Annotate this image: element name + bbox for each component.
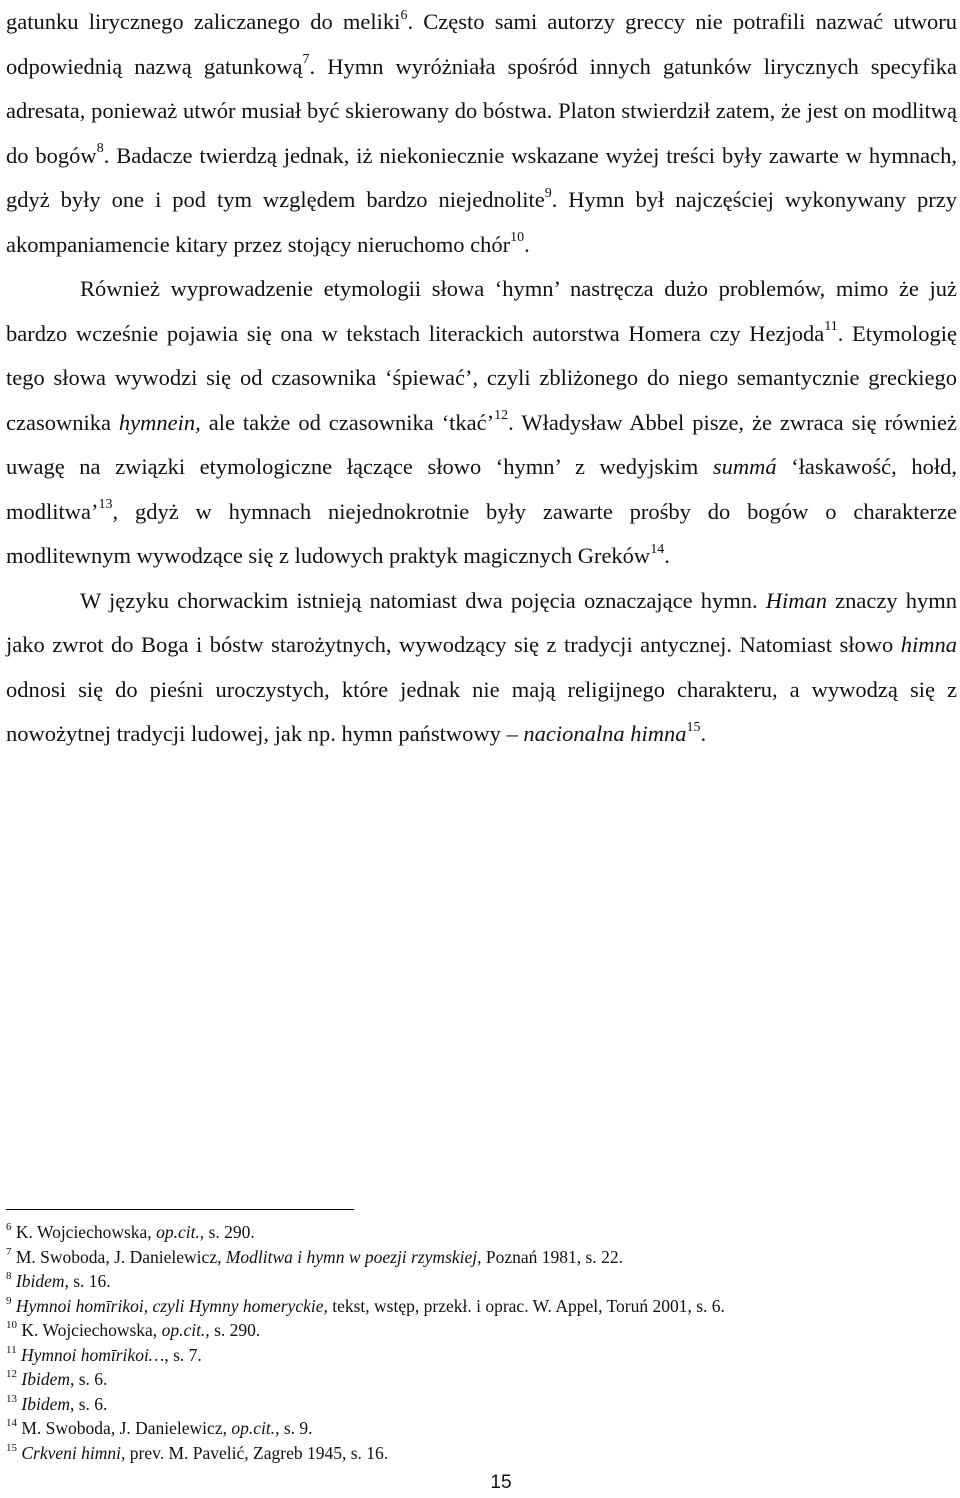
text-run: . (524, 231, 530, 257)
footnote (6, 1294, 946, 1319)
footnote-reference: 14 (650, 541, 665, 557)
text-run: znaczy hymn jako zwrot do Boga i bóstw starożytnych, wywodzący się z tradycji antycznej. Natomiast słowo (6, 587, 957, 657)
footnote-number: 11 (6, 1343, 17, 1356)
footnote-reference: 8 (96, 141, 104, 156)
text-run: , s. 9. (275, 1418, 313, 1438)
footnote-reference: 11 (824, 319, 838, 334)
italic-text: Ibidem (21, 1393, 70, 1414)
italic-text: Crkveni himni, (21, 1442, 126, 1463)
text-run: ‘łaskawość, hołd, modlitwa’ (6, 454, 957, 524)
footnote-reference: 7 (302, 52, 310, 67)
italic-text: summá (712, 454, 777, 479)
text-run: . Hymn był najczęściej wykonywany przy akompaniamencie kitary przez stojący nieruchomo chór (6, 187, 957, 257)
text-run: s. 290. (209, 1320, 261, 1340)
footnote (6, 1318, 946, 1343)
text-run: . (700, 721, 707, 746)
footnote (6, 1220, 946, 1245)
footnote (6, 1269, 946, 1294)
text-run: , s. 16. (64, 1271, 111, 1291)
footnote-reference: 10 (510, 230, 525, 245)
footnote (6, 1367, 946, 1392)
text-run: gatunku lirycznego zaliczanego do meliki (6, 9, 401, 34)
text-run: s. 290. (204, 1222, 255, 1242)
italic-text: Hymnoi homīrikoi… (20, 1344, 165, 1365)
text-run: , s. 7. (164, 1344, 202, 1365)
text-run: . (664, 543, 670, 568)
italic-text: Modlitwa i hymn w poezji rzymskiej, (225, 1246, 482, 1267)
italic-text: nacionalna himna (523, 721, 687, 746)
footnote-number: 15 (6, 1441, 17, 1454)
text-run: M. Swoboda, J. Danielewicz, (15, 1246, 226, 1267)
text-run: . Hymn wyróżniała spośród innych gatunków lirycznych specyfika adresata, ponieważ utwór musiał być skierowany do bóstwa. Platon stwierdził zatem, że jest on modlitwą do bogów (6, 53, 957, 168)
footnote (6, 1441, 946, 1466)
footnote-number: 10 (6, 1319, 17, 1332)
footnote (6, 1245, 946, 1270)
italic-text: himna (900, 632, 957, 657)
text-run: , gdyż w hymnach niejednokrotnie były zawarte prośby do bogów o charakterze modlitewnym wywodzące się z ludowych praktyk magicznych Greków (6, 498, 957, 568)
text-run: . Etymologię tego słowa wywodzi się od czasownika ‘śpiewać’, czyli zbliżonego do niego semantycznie greckiego czasownika (6, 320, 957, 435)
text-run: odnosi się do pieśni uroczystych, które jednak nie mają religijnego charakteru, a wywodzą się z nowożytnej tradycji ludowej, jak np. hymn państwowy – (6, 676, 957, 746)
text-run: K. Wojciechowska, (15, 1222, 157, 1242)
text-run: K. Wojciechowska, (21, 1320, 162, 1340)
text-run: ale także od czasownika ‘tkać’ (200, 409, 495, 435)
text-run: . Często sami autorzy greccy nie potrafili nazwać utworu odpowiednią nazwą gatunkową (6, 9, 958, 79)
text-run: , s. 6. (69, 1369, 108, 1389)
body-text (6, 0, 957, 757)
footnote-number: 7 (6, 1245, 12, 1258)
italic-text: Ibidem (15, 1271, 65, 1291)
footnote-number: 6 (6, 1221, 12, 1234)
footnote-separator (6, 1209, 354, 1210)
footnote-reference: 12 (494, 408, 509, 423)
text-run: prev. M. Pavelić, Zagreb 1945, s. 16. (125, 1442, 389, 1463)
paragraph (6, 267, 957, 579)
footnotes (6, 1220, 946, 1465)
italic-text: hymnein, (118, 409, 201, 435)
text-run: Również wyprowadzenie etymologii słowa ‘hymn’ nastręcza dużo problemów, mimo że już bardzo wcześnie pojawia się ona w tekstach literackich autorstwa Homera czy Hezjoda (6, 276, 957, 346)
footnote-reference: 9 (544, 185, 552, 201)
footnote-number: 13 (6, 1392, 17, 1405)
footnote-number: 14 (6, 1417, 17, 1430)
footnote-number: 12 (6, 1368, 17, 1381)
text-run: Poznań 1981, s. 22. (481, 1246, 623, 1267)
italic-text: Ibidem (21, 1369, 70, 1389)
footnote (6, 1392, 946, 1417)
paragraph (6, 0, 957, 267)
italic-text: op.cit. (231, 1418, 276, 1438)
text-run: M. Swoboda, J. Danielewicz, (21, 1418, 232, 1438)
italic-text: op.cit., (156, 1222, 205, 1242)
italic-text: Hymnoi homīrikoi, czyli Hymny homeryckie, (15, 1295, 328, 1316)
italic-text: op.cit., (161, 1320, 210, 1340)
footnote (6, 1416, 946, 1441)
text-run: W języku chorwackim istnieją natomiast dwa pojęcia oznaczające hymn. (80, 587, 766, 613)
footnote (6, 1343, 946, 1368)
text-run: , s. 6. (69, 1393, 108, 1414)
footnote-reference: 15 (686, 719, 701, 735)
text-run: tekst, wstęp, przekł. i oprac. W. Appel, Toruń 2001, s. 6. (327, 1295, 725, 1316)
footnote-number: 8 (6, 1270, 12, 1283)
text-run: . Władysław Abbel pisze, że zwraca się również uwagę na związki etymologiczne łączące słowo ‘hymn’ z wedyjskim (6, 409, 957, 479)
italic-text: Himan (765, 587, 827, 613)
footnote-reference: 6 (400, 7, 408, 23)
paragraph (6, 579, 957, 757)
footnote-reference: 13 (98, 497, 113, 512)
page-number: 15 (490, 1472, 512, 1493)
text-run: . Badacze twierdzą jednak, iż niekoniecznie wskazane wyżej treści były zawarte w hymnach, gdyż były one i pod tym względem bardzo niejednolite (6, 142, 958, 212)
footnote-number: 9 (6, 1294, 12, 1307)
